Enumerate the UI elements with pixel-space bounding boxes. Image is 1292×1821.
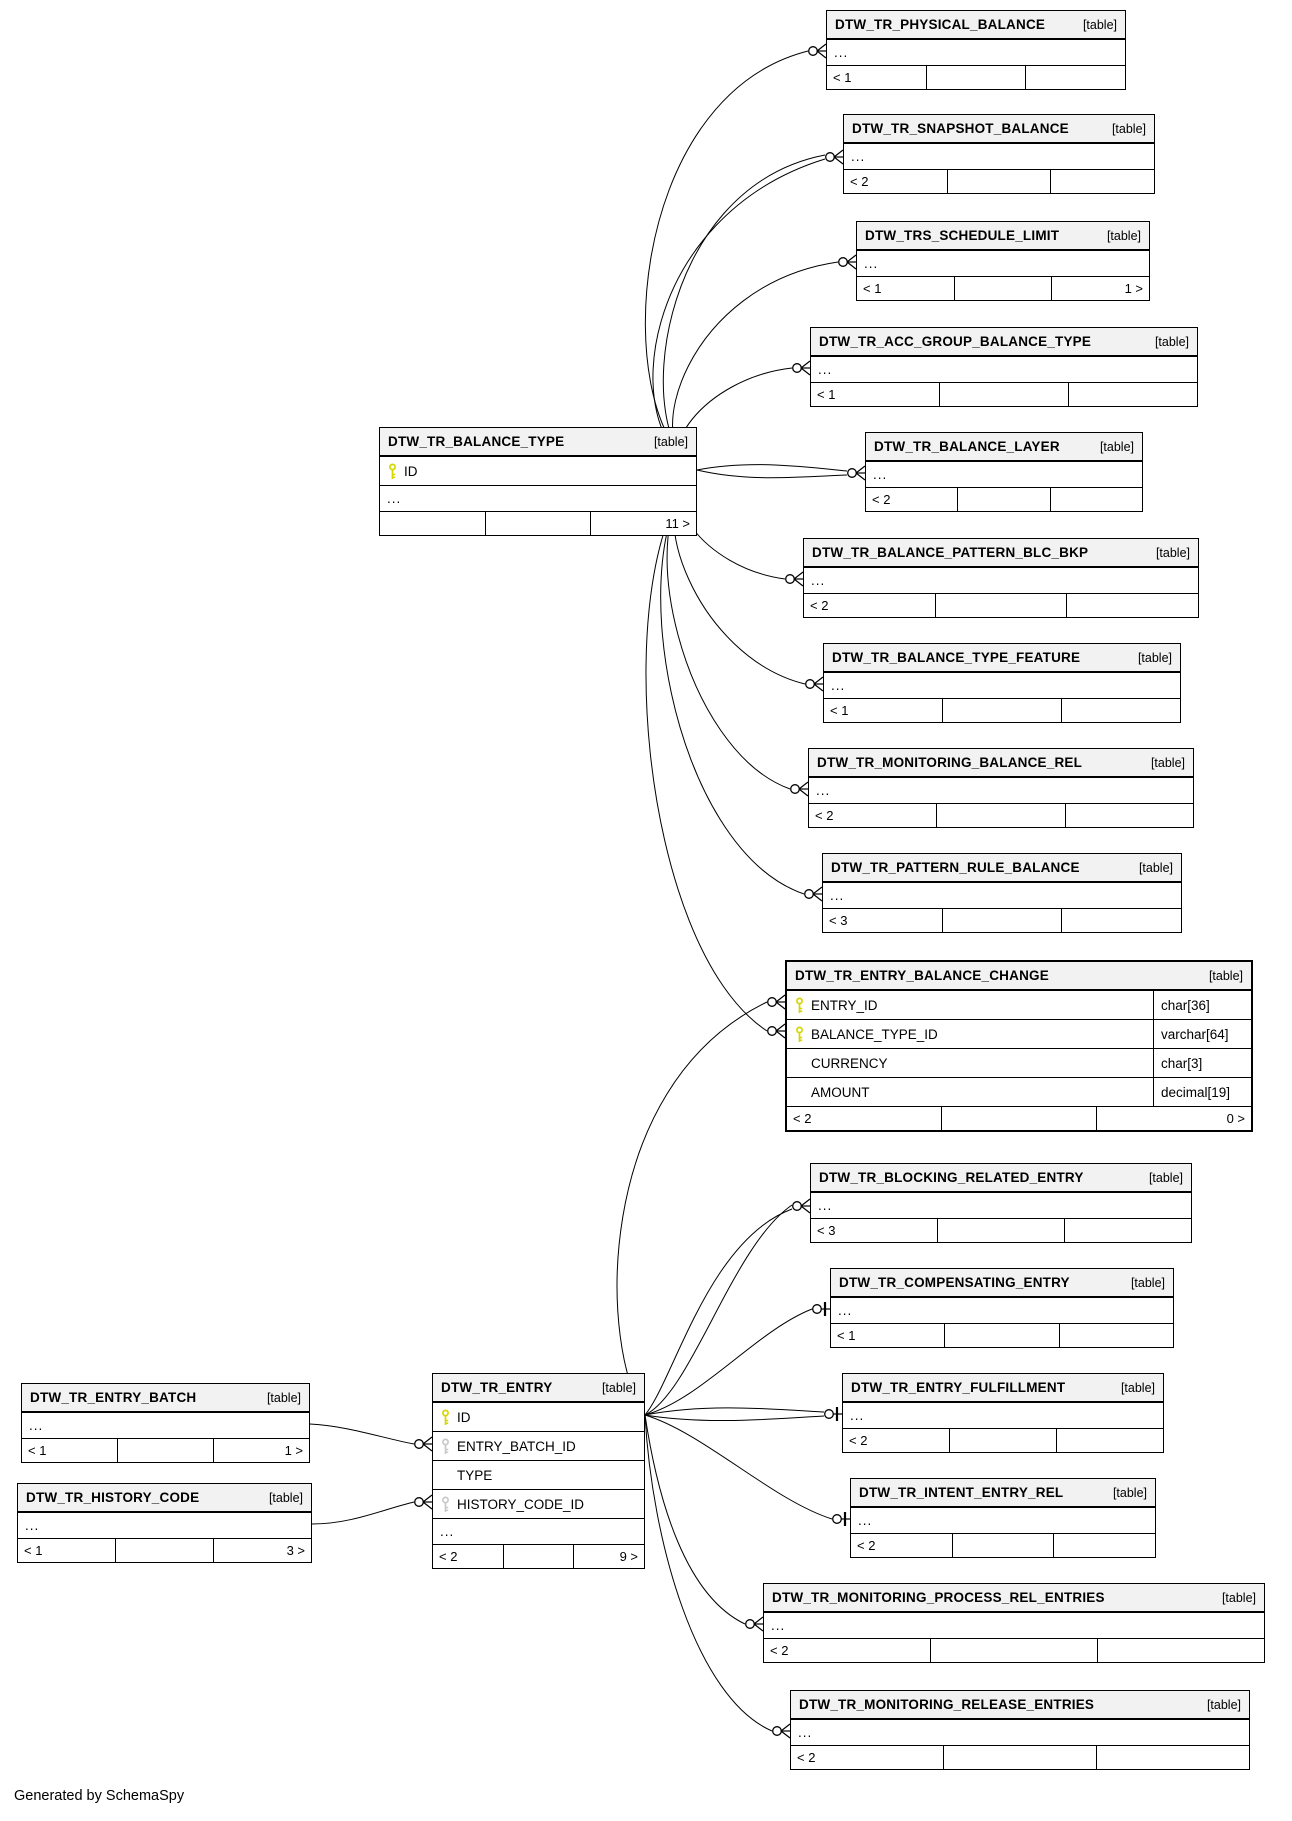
footer-spacer-cell xyxy=(503,1545,574,1568)
key-icon-slot xyxy=(433,1496,457,1513)
table-footer xyxy=(866,487,1142,511)
table-type-badge: [table] xyxy=(1137,650,1172,665)
parent-count-cell: < 1 xyxy=(817,387,836,402)
crowfoot-zero-many-connector-icon xyxy=(415,1495,432,1509)
relationship-edge-entry-compensating_entry xyxy=(645,1309,812,1415)
child-count-cell xyxy=(1065,804,1193,827)
table-node-physical_balance[interactable] xyxy=(826,10,1126,90)
primary-key-icon xyxy=(387,463,398,480)
table-node-schedule_limit[interactable] xyxy=(856,221,1150,301)
crowfoot-zero-many-connector-icon xyxy=(746,1617,763,1631)
child-count-cell xyxy=(1061,909,1181,932)
column-name: ID xyxy=(457,1409,471,1425)
elided-columns-row: ... xyxy=(433,1518,644,1544)
parent-count-cell: < 1 xyxy=(28,1443,47,1458)
column-name: ENTRY_ID xyxy=(811,997,878,1013)
elided-columns-row: ... xyxy=(22,1412,309,1438)
table-footer xyxy=(843,1428,1163,1452)
column-name: CURRENCY xyxy=(811,1055,888,1071)
table-header[interactable] xyxy=(804,539,1198,567)
table-footer xyxy=(811,382,1197,406)
column-row-history_code_id xyxy=(433,1489,644,1518)
table-header[interactable] xyxy=(811,1164,1191,1192)
key-icon-slot xyxy=(380,463,404,480)
relationship-edge-entry-blocking_related_entry-1 xyxy=(645,1205,792,1415)
footer-spacer-cell xyxy=(942,909,1062,932)
table-type-badge: [table] xyxy=(1082,17,1117,32)
crowfoot-zero-many-connector-icon xyxy=(415,1437,432,1451)
elided-columns-row: ... xyxy=(866,461,1142,487)
child-count-cell xyxy=(1025,66,1125,89)
elided-columns-row: ... xyxy=(791,1719,1249,1745)
key-icon-slot xyxy=(433,1409,457,1426)
table-type-badge: [table] xyxy=(1099,439,1134,454)
table-node-entry_balance_change[interactable] xyxy=(785,960,1253,1132)
table-name: DTW_TR_SNAPSHOT_BALANCE xyxy=(852,121,1069,136)
column-row-entry_id xyxy=(787,990,1251,1019)
table-header[interactable] xyxy=(857,222,1149,250)
parent-count-cell: < 1 xyxy=(863,281,882,296)
parent-count-cell: < 2 xyxy=(850,174,869,189)
key-icon-slot xyxy=(433,1438,457,1455)
parent-count-cell: < 2 xyxy=(770,1643,789,1658)
footer-spacer-cell xyxy=(954,277,1052,300)
footer-spacer-cell xyxy=(936,804,1064,827)
table-header[interactable] xyxy=(843,1374,1163,1402)
elided-columns-row: ... xyxy=(827,39,1125,65)
child-count-cell: 3 > xyxy=(213,1539,311,1562)
table-footer xyxy=(18,1538,311,1562)
table-type-badge: [table] xyxy=(266,1390,301,1405)
footer-spacer-cell xyxy=(947,170,1051,193)
table-name: DTW_TR_ENTRY xyxy=(441,1380,553,1395)
table-node-acc_group_balance_type[interactable] xyxy=(810,327,1198,407)
child-count-cell: 11 > xyxy=(590,512,696,535)
child-count-cell xyxy=(1059,1324,1173,1347)
table-node-monitoring_release_entries[interactable] xyxy=(790,1690,1250,1770)
crowfoot-zero-many-connector-icon xyxy=(805,887,822,901)
crowfoot-zero-many-connector-icon xyxy=(806,677,823,691)
relationship-edge-entry-entry_fulfillment-1 xyxy=(645,1408,824,1415)
column-type: decimal[19] xyxy=(1153,1078,1251,1106)
zero-one-connector-icon xyxy=(833,1512,850,1526)
table-name: DTW_TR_BLOCKING_RELATED_ENTRY xyxy=(819,1170,1084,1185)
table-type-badge: [table] xyxy=(1106,228,1141,243)
elided-columns-row: ... xyxy=(824,672,1180,698)
elided-columns-row: ... xyxy=(804,567,1198,593)
relationship-edge-entry-blocking_related_entry-2 xyxy=(645,1209,792,1415)
footer-spacer-cell xyxy=(939,383,1068,406)
child-count-cell xyxy=(1097,1639,1264,1662)
table-footer xyxy=(831,1323,1173,1347)
table-node-entry_fulfillment[interactable] xyxy=(842,1373,1164,1453)
column-row-amount xyxy=(787,1077,1251,1106)
parent-count-cell: < 2 xyxy=(872,492,891,507)
table-name: DTW_TR_MONITORING_PROCESS_REL_ENTRIES xyxy=(772,1590,1105,1605)
elided-columns-row: ... xyxy=(18,1512,311,1538)
table-footer xyxy=(857,276,1149,300)
table-node-monitoring_process_rel_entries[interactable] xyxy=(763,1583,1265,1663)
table-name: DTW_TR_ENTRY_FULFILLMENT xyxy=(851,1380,1066,1395)
elided-columns-row: ... xyxy=(811,356,1197,382)
footer-spacer-cell xyxy=(943,1746,1096,1769)
table-footer xyxy=(804,593,1198,617)
table-header[interactable] xyxy=(851,1479,1155,1507)
column-name: TYPE xyxy=(457,1467,493,1483)
table-name: DTW_TR_INTENT_ENTRY_REL xyxy=(859,1485,1064,1500)
crowfoot-zero-many-connector-icon xyxy=(793,1199,810,1213)
child-count-cell xyxy=(1068,383,1197,406)
table-node-monitoring_balance_rel[interactable] xyxy=(808,748,1194,828)
table-footer xyxy=(433,1544,644,1568)
table-node-balance_type[interactable] xyxy=(379,427,697,536)
relationship-edge-history_code-entry xyxy=(312,1502,414,1524)
table-header[interactable] xyxy=(764,1584,1264,1612)
column-name: AMOUNT xyxy=(811,1084,870,1100)
footer-spacer-cell xyxy=(942,699,1061,722)
parent-count-cell: < 2 xyxy=(857,1538,876,1553)
column-row-balance_type_id xyxy=(787,1019,1251,1048)
crowfoot-zero-many-connector-icon xyxy=(809,44,826,58)
table-header[interactable] xyxy=(844,115,1154,143)
zero-one-connector-icon xyxy=(825,1407,842,1421)
child-count-cell xyxy=(1066,594,1198,617)
parent-count-cell: < 1 xyxy=(833,70,852,85)
table-type-badge: [table] xyxy=(1111,121,1146,136)
table-name: DTW_TR_ENTRY_BALANCE_CHANGE xyxy=(795,968,1049,983)
parent-count-cell: < 1 xyxy=(24,1543,43,1558)
column-row-id xyxy=(433,1402,644,1431)
table-node-compensating_entry[interactable] xyxy=(830,1268,1174,1348)
table-name: DTW_TR_ENTRY_BATCH xyxy=(30,1390,197,1405)
crowfoot-zero-many-connector-icon xyxy=(793,361,810,375)
footer-spacer-cell xyxy=(926,66,1026,89)
elided-columns-row: ... xyxy=(823,882,1181,908)
footer-spacer-cell xyxy=(957,488,1049,511)
table-type-badge: [table] xyxy=(1138,860,1173,875)
zero-one-connector-icon xyxy=(813,1302,830,1316)
table-name: DTW_TR_BALANCE_TYPE xyxy=(388,434,565,449)
child-count-cell xyxy=(1061,699,1180,722)
relationship-edge-entry-entry_fulfillment-2 xyxy=(645,1415,824,1421)
table-type-badge: [table] xyxy=(1150,755,1185,770)
elided-columns-row: ... xyxy=(809,777,1193,803)
child-count-cell xyxy=(1053,1534,1155,1557)
table-node-history_code[interactable] xyxy=(17,1483,312,1563)
crowfoot-zero-many-connector-icon xyxy=(826,150,843,164)
table-name: DTW_TR_HISTORY_CODE xyxy=(26,1490,200,1505)
table-footer xyxy=(844,169,1154,193)
child-count-cell xyxy=(1064,1219,1191,1242)
footer-spacer-cell xyxy=(952,1534,1054,1557)
parent-count-cell: < 3 xyxy=(817,1223,836,1238)
table-header[interactable] xyxy=(433,1374,644,1402)
parent-count-cell: < 2 xyxy=(815,808,834,823)
primary-key-icon xyxy=(794,997,805,1014)
table-header[interactable] xyxy=(380,428,696,456)
parent-count-cell: < 1 xyxy=(830,703,849,718)
elided-columns-row: ... xyxy=(811,1192,1191,1218)
table-footer xyxy=(851,1533,1155,1557)
table-name: DTW_TR_BALANCE_TYPE_FEATURE xyxy=(832,650,1081,665)
table-header[interactable] xyxy=(22,1384,309,1412)
elided-columns-row: ... xyxy=(831,1297,1173,1323)
elided-columns-row: ... xyxy=(764,1612,1264,1638)
foreign-key-icon xyxy=(440,1438,451,1455)
table-name: DTW_TR_BALANCE_LAYER xyxy=(874,439,1060,454)
table-name: DTW_TR_MONITORING_BALANCE_REL xyxy=(817,755,1083,770)
footer-spacer-cell xyxy=(115,1539,213,1562)
relationship-edge-balance_type-snapshot_balance-2 xyxy=(653,159,825,470)
footer-spacer-cell xyxy=(937,1219,1064,1242)
table-type-badge: [table] xyxy=(268,1490,303,1505)
table-type-badge: [table] xyxy=(1221,1590,1256,1605)
table-header[interactable] xyxy=(827,11,1125,39)
table-header[interactable] xyxy=(831,1269,1173,1297)
table-header[interactable] xyxy=(791,1691,1249,1719)
table-footer xyxy=(791,1745,1249,1769)
parent-count-cell: < 3 xyxy=(829,913,848,928)
child-count-cell xyxy=(1050,488,1142,511)
table-header[interactable] xyxy=(787,962,1251,990)
crowfoot-zero-many-connector-icon xyxy=(839,255,856,269)
elided-columns-row: ... xyxy=(844,143,1154,169)
crowfoot-zero-many-connector-icon xyxy=(773,1724,790,1738)
relationship-edge-entry-entry_balance_change xyxy=(617,1002,767,1415)
table-type-badge: [table] xyxy=(1155,545,1190,560)
parent-count-cell: < 2 xyxy=(849,1433,868,1448)
child-count-cell: 0 > xyxy=(1096,1107,1251,1130)
relationship-edge-entry-monitoring_release_entries xyxy=(645,1415,772,1731)
table-type-badge: [table] xyxy=(1154,334,1189,349)
table-footer xyxy=(827,65,1125,89)
table-node-entry[interactable] xyxy=(432,1373,645,1569)
table-node-balance_pattern_blc_bkp[interactable] xyxy=(803,538,1199,618)
relationship-edge-balance_type-entry_balance_change xyxy=(646,470,767,1031)
table-footer xyxy=(809,803,1193,827)
crowfoot-zero-many-connector-icon xyxy=(791,782,808,796)
child-count-cell: 1 > xyxy=(1051,277,1149,300)
generated-by-label: Generated by SchemaSpy xyxy=(14,1788,185,1804)
primary-key-icon xyxy=(794,1026,805,1043)
table-header[interactable] xyxy=(18,1484,311,1512)
relationship-edge-balance_type-physical_balance xyxy=(645,51,808,470)
parent-count-cell: < 1 xyxy=(837,1328,856,1343)
table-node-pattern_rule_balance[interactable] xyxy=(822,853,1182,933)
parent-count-cell: < 2 xyxy=(797,1750,816,1765)
table-type-badge: [table] xyxy=(1148,1170,1183,1185)
child-count-cell xyxy=(1056,1429,1163,1452)
table-type-badge: [table] xyxy=(1130,1275,1165,1290)
column-name: HISTORY_CODE_ID xyxy=(457,1496,585,1512)
table-node-snapshot_balance[interactable] xyxy=(843,114,1155,194)
relationship-edge-balance_type-snapshot_balance-1 xyxy=(663,155,825,470)
table-name: DTW_TRS_SCHEDULE_LIMIT xyxy=(865,228,1060,243)
crowfoot-zero-many-connector-icon xyxy=(768,1024,785,1038)
table-footer xyxy=(764,1638,1264,1662)
table-header[interactable] xyxy=(866,433,1142,461)
elided-columns-row: ... xyxy=(380,485,696,511)
table-footer xyxy=(811,1218,1191,1242)
column-row-type xyxy=(433,1460,644,1489)
elided-columns-row: ... xyxy=(851,1507,1155,1533)
column-name: ID xyxy=(404,463,418,479)
table-header[interactable] xyxy=(823,854,1181,882)
key-icon-slot xyxy=(787,997,811,1014)
footer-spacer-cell xyxy=(941,1107,1096,1130)
footer-spacer-cell xyxy=(117,1439,213,1462)
table-name: DTW_TR_PATTERN_RULE_BALANCE xyxy=(831,860,1080,875)
crowfoot-zero-many-connector-icon xyxy=(768,995,785,1009)
table-node-intent_entry_rel[interactable] xyxy=(850,1478,1156,1558)
footer-spacer-cell xyxy=(485,512,591,535)
footer-spacer-cell xyxy=(944,1324,1058,1347)
footer-spacer-cell xyxy=(949,1429,1056,1452)
parent-count-cell: < 2 xyxy=(793,1111,812,1126)
crowfoot-zero-many-connector-icon xyxy=(786,572,803,586)
footer-spacer-cell xyxy=(930,1639,1097,1662)
table-name: DTW_TR_COMPENSATING_ENTRY xyxy=(839,1275,1070,1290)
table-header[interactable] xyxy=(811,328,1197,356)
footer-spacer-cell xyxy=(935,594,1067,617)
table-type-badge: [table] xyxy=(1206,1697,1241,1712)
table-name: DTW_TR_PHYSICAL_BALANCE xyxy=(835,17,1046,32)
table-footer xyxy=(787,1106,1251,1130)
relationship-edge-entry_batch-entry xyxy=(310,1424,414,1444)
elided-columns-row: ... xyxy=(843,1402,1163,1428)
table-type-badge: [table] xyxy=(1120,1380,1155,1395)
child-count-cell xyxy=(1050,170,1154,193)
child-count-cell xyxy=(1096,1746,1249,1769)
table-type-badge: [table] xyxy=(653,434,688,449)
column-type: char[3] xyxy=(1153,1049,1251,1077)
table-name: DTW_TR_BALANCE_PATTERN_BLC_BKP xyxy=(812,545,1089,560)
column-row-currency xyxy=(787,1048,1251,1077)
table-footer xyxy=(824,698,1180,722)
child-count-cell: 1 > xyxy=(213,1439,309,1462)
table-type-badge: [table] xyxy=(1208,968,1243,983)
foreign-key-icon xyxy=(440,1496,451,1513)
table-name: DTW_TR_MONITORING_RELEASE_ENTRIES xyxy=(799,1697,1095,1712)
table-node-balance_layer[interactable] xyxy=(865,432,1143,512)
table-node-entry_batch[interactable] xyxy=(21,1383,310,1463)
column-type: varchar[64] xyxy=(1153,1020,1251,1048)
column-row-id xyxy=(380,456,696,485)
table-header[interactable] xyxy=(824,644,1180,672)
parent-count-cell: < 2 xyxy=(810,598,829,613)
relationship-edge-entry-intent_entry_rel xyxy=(645,1415,832,1519)
table-footer xyxy=(22,1438,309,1462)
child-count-cell: 9 > xyxy=(573,1545,644,1568)
table-footer xyxy=(380,511,696,535)
relationship-edge-balance_type-balance_layer-1 xyxy=(697,465,847,471)
parent-count-cell: < 2 xyxy=(439,1549,458,1564)
table-type-badge: [table] xyxy=(1112,1485,1147,1500)
parent-count-cell xyxy=(380,512,485,535)
table-node-balance_type_feature[interactable] xyxy=(823,643,1181,723)
table-type-badge: [table] xyxy=(601,1380,636,1395)
elided-columns-row: ... xyxy=(857,250,1149,276)
table-footer xyxy=(823,908,1181,932)
table-node-blocking_related_entry[interactable] xyxy=(810,1163,1192,1243)
table-name: DTW_TR_ACC_GROUP_BALANCE_TYPE xyxy=(819,334,1092,349)
column-row-entry_batch_id xyxy=(433,1431,644,1460)
column-name: ENTRY_BATCH_ID xyxy=(457,1438,576,1454)
relationship-edge-entry-monitoring_process_rel_entries xyxy=(645,1415,745,1624)
relationship-edge-balance_type-balance_layer-2 xyxy=(697,470,847,478)
primary-key-icon xyxy=(440,1409,451,1426)
crowfoot-zero-many-connector-icon xyxy=(848,466,865,480)
column-type: char[36] xyxy=(1153,991,1251,1019)
column-name: BALANCE_TYPE_ID xyxy=(811,1026,938,1042)
table-header[interactable] xyxy=(809,749,1193,777)
key-icon-slot xyxy=(787,1026,811,1043)
